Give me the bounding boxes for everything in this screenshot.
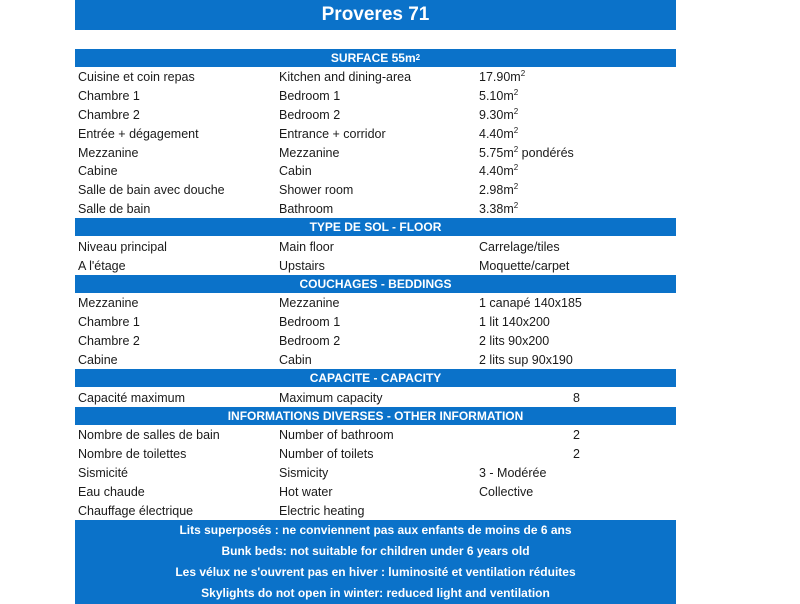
table-row	[75, 200, 676, 219]
row-label-en: Electric heating	[279, 503, 365, 518]
table-row	[75, 426, 676, 445]
row-value: $5.10m^2$	[479, 88, 519, 104]
row-value: 1 lit 140x200	[479, 315, 550, 330]
footer-note: Bunk beds: not suitable for children under 6 years old	[75, 541, 676, 562]
row-value: $5.75m^2$ pondérés	[479, 144, 574, 160]
row-value: $17.90m^2$	[479, 69, 526, 85]
table-row	[75, 464, 676, 483]
table-row	[75, 87, 676, 106]
row-label-fr: Entrée + dégagement	[78, 126, 199, 141]
row-label-fr: Cabine	[78, 164, 118, 179]
row-label-fr: Cabine	[78, 352, 118, 367]
table-row	[75, 162, 676, 181]
footer-note: Skylights do not open in winter: reduced light and ventilation	[75, 583, 676, 604]
row-value: $3.38m^2$	[479, 200, 519, 216]
row-value: $2.98m^2$	[479, 182, 519, 198]
row-label-fr: A l'étage	[78, 258, 126, 273]
row-label-fr: Capacité maximum	[78, 390, 185, 405]
table-row	[75, 124, 676, 143]
table-row	[75, 501, 676, 520]
row-label-fr: Nombre de salles de bain	[78, 428, 220, 443]
table-row	[75, 313, 676, 332]
table-row	[75, 143, 676, 162]
row-label-en: Bedroom 2	[279, 107, 341, 122]
row-label-fr: Salle de bain	[78, 201, 151, 216]
row-value: Carrelage/tiles	[479, 239, 560, 254]
row-label-fr: Mezzanine	[78, 296, 139, 311]
row-value: 2	[573, 447, 580, 462]
section-header-couchages-beddings: COUCHAGES - BEDDINGS	[75, 275, 676, 294]
row-value: 2	[573, 428, 580, 443]
row-label-fr: Chambre 2	[78, 333, 140, 348]
row-value: $4.40m^2$	[479, 125, 519, 141]
table-row	[75, 68, 676, 87]
section-header-capacite-capacity: CAPACITE - CAPACITY	[75, 369, 676, 388]
row-label-en: Mezzanine	[279, 145, 340, 160]
row-value: 1 canapé 140x185	[479, 296, 582, 311]
table-row	[75, 181, 676, 200]
row-value: Moquette/carpet	[479, 258, 570, 273]
row-label-en: Upstairs	[279, 258, 325, 273]
table-row	[75, 106, 676, 125]
section-header-informations-diverses-other-information: INFORMATIONS DIVERSES - OTHER INFORMATION	[75, 407, 676, 426]
row-label-en: Number of toilets	[279, 447, 374, 462]
row-label-en: Kitchen and dining-area	[279, 70, 412, 85]
row-label-fr: Chambre 1	[78, 89, 140, 104]
row-label-en: Maximum capacity	[279, 390, 383, 405]
row-label-fr: Mezzanine	[78, 145, 139, 160]
row-label-en: Cabin	[279, 352, 312, 367]
info-sheet	[75, 49, 676, 604]
row-value: Collective	[479, 484, 534, 499]
row-label-fr: Sismicité	[78, 465, 129, 480]
row-value: 8	[573, 390, 580, 405]
row-label-en: Shower room	[279, 183, 354, 198]
row-label-fr: Eau chaude	[78, 484, 145, 499]
row-label-fr: Salle de bain avec douche	[78, 183, 225, 198]
row-label-en: Entrance + corridor	[279, 126, 386, 141]
row-label-en: Number of bathroom	[279, 428, 394, 443]
table-row	[75, 388, 676, 407]
table-row	[75, 445, 676, 464]
row-label-fr: Chauffage électrique	[78, 503, 194, 518]
row-value: 2 lits sup 90x190	[479, 352, 573, 367]
row-label-fr: Nombre de toilettes	[78, 447, 187, 462]
table-row	[75, 482, 676, 501]
row-label-en: Mezzanine	[279, 296, 340, 311]
row-label-fr: Chambre 2	[78, 107, 140, 122]
row-value: $9.30m^2$	[479, 106, 519, 122]
table-row	[75, 350, 676, 369]
row-label-fr: Niveau principal	[78, 239, 167, 254]
table-row	[75, 256, 676, 275]
section-header-surface-55m: SURFACE 55m 2	[75, 49, 676, 68]
footer-note: Les vélux ne s'ouvrent pas en hiver : luminosité et ventilation réduites	[75, 562, 676, 583]
row-label-fr: Chambre 1	[78, 315, 140, 330]
table-row	[75, 294, 676, 313]
footer-note: Lits superposés : ne conviennent pas aux enfants de moins de 6 ans	[75, 520, 676, 541]
row-label-en: Sismicity	[279, 465, 329, 480]
table-row	[75, 332, 676, 351]
row-label-en: Hot water	[279, 484, 333, 499]
row-label-en: Bedroom 1	[279, 89, 341, 104]
row-label-en: Main floor	[279, 239, 334, 254]
row-label-en: Bedroom 1	[279, 315, 341, 330]
row-label-en: Bathroom	[279, 201, 334, 216]
row-value: $4.40m^2$	[479, 163, 519, 179]
row-value: 2 lits 90x200	[479, 333, 550, 348]
row-label-fr: Cuisine et coin repas	[78, 70, 195, 85]
row-value: 3 - Modérée	[479, 465, 547, 480]
section-header-type-de-sol-floor: TYPE DE SOL - FLOOR	[75, 218, 676, 237]
table-row	[75, 237, 676, 256]
row-label-en: Bedroom 2	[279, 333, 341, 348]
page-title: Proveres 71	[75, 0, 676, 30]
row-label-en: Cabin	[279, 164, 312, 179]
